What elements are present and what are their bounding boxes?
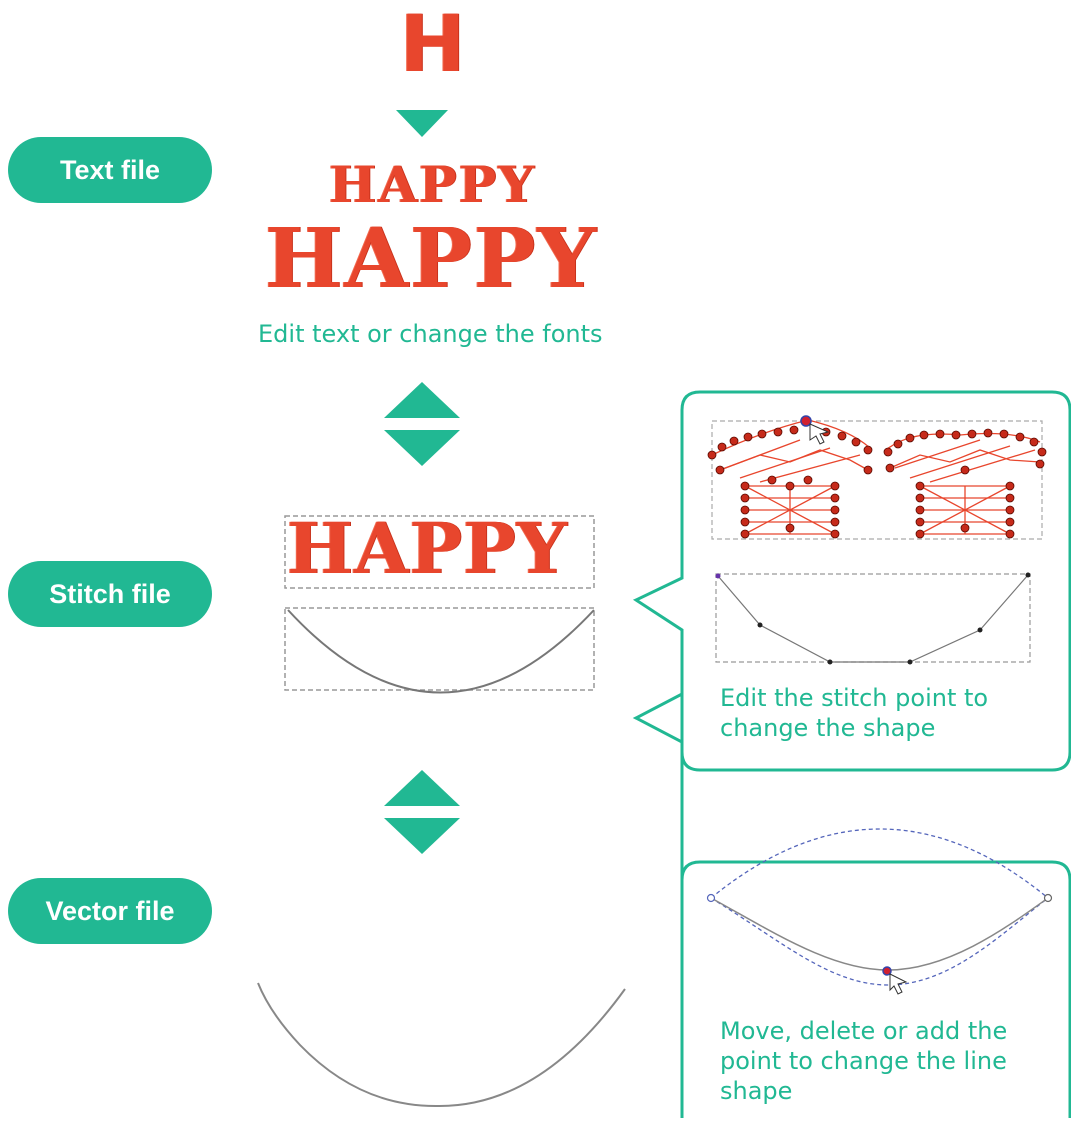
vector-file-label: Vector file bbox=[8, 878, 212, 944]
happy-stitch-sample: HAPPY bbox=[287, 507, 568, 590]
text-edit-caption: Edit text or change the fonts bbox=[258, 320, 603, 348]
cursor-icon bbox=[890, 974, 906, 994]
happy-small-sample: HAPPY bbox=[329, 155, 536, 214]
text-file-label: Text file bbox=[8, 137, 212, 203]
vector-edit-caption: Move, delete or add the point to change the line shape bbox=[720, 1017, 1008, 1105]
stitch-edit-caption: Edit the stitch point to change the shape bbox=[720, 684, 989, 742]
happy-large-sample: HAPPY bbox=[265, 211, 598, 307]
letter-h-sample: H bbox=[400, 0, 466, 90]
stitch-file-label: Stitch file bbox=[8, 561, 212, 627]
